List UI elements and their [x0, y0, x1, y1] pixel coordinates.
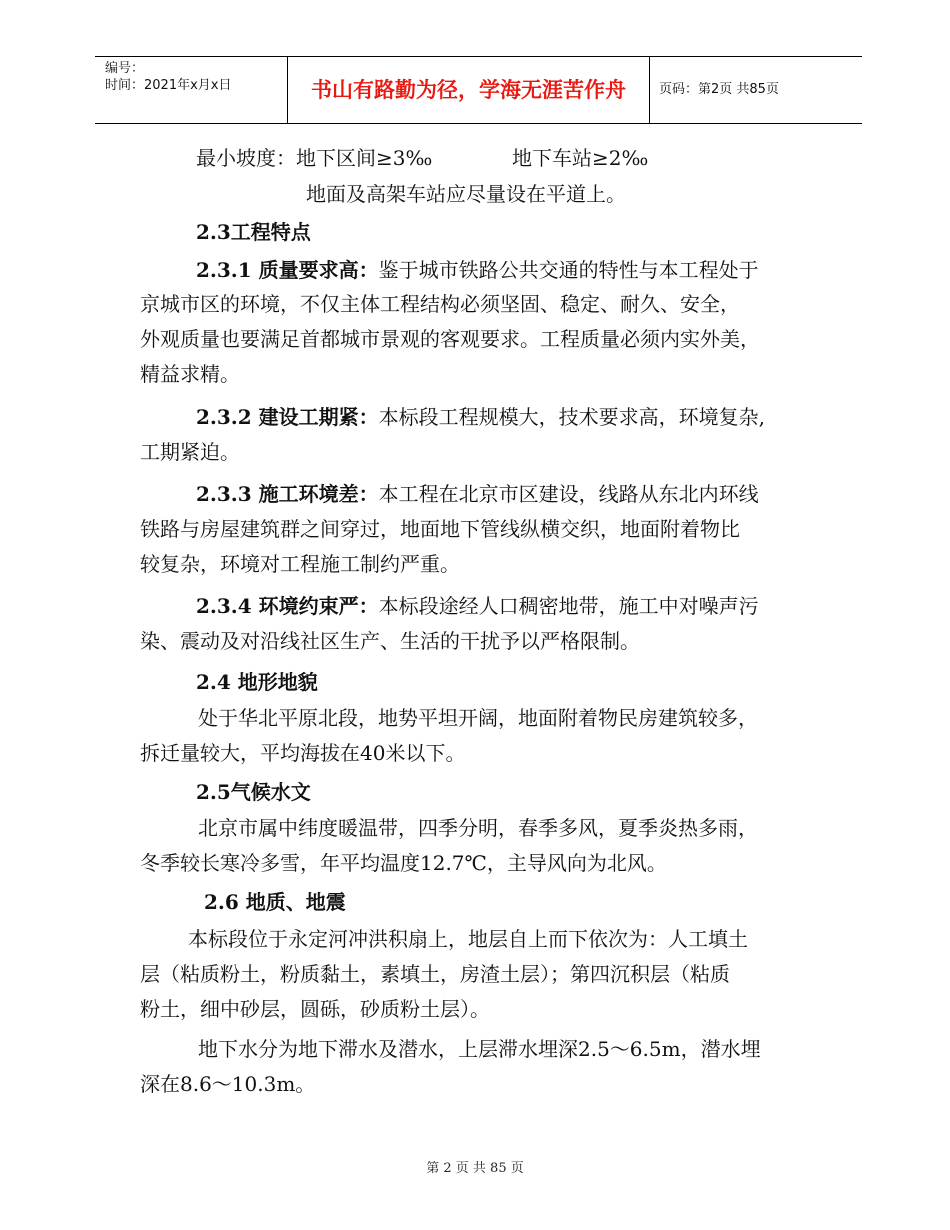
para-line: 本标段途经人口稠密地带，施工中对噪声污 — [378, 594, 759, 618]
para-2-3-4 — [196, 594, 759, 618]
para-line: 较复杂，环境对工程施工制约严重。 — [140, 552, 460, 576]
subheading-2-3-3: 2.3.3 施工环境差： — [196, 482, 379, 506]
header-meta — [95, 57, 287, 123]
time-label: 时间：2021年x月x日 — [105, 78, 232, 93]
para-line: 京城市区的环境，不仅主体工程结构必须坚固、稳定、耐久、安全， — [140, 292, 740, 316]
para-line: 外观质量也要满足首都城市景观的客观要求。工程质量必须内实外美， — [140, 327, 760, 351]
subheading-2-3-1: 2.3.1 质量要求高： — [196, 258, 379, 282]
para-line: 北京市属中纬度暖温带，四季分明，春季多风，夏季炎热多雨， — [198, 816, 758, 840]
slope-underground-section: 最小坡度：地下区间≥3‰ — [196, 146, 433, 170]
para-line: 本标段工程规模大，技术要求高，环境复杂, — [378, 405, 765, 429]
number-label: 编号： — [105, 61, 145, 76]
para-line: 本工程在北京市区建设，线路从东北内环线 — [378, 482, 759, 506]
para-line: 冬季较长寒冷多雪，年平均温度12.7℃，主导风向为北风。 — [140, 851, 667, 875]
heading-2-5: 2.5气候水文 — [196, 780, 311, 804]
para-line: 处于华北平原北段，地势平坦开阔，地面附着物民房建筑较多， — [198, 706, 758, 730]
para-2-3-3 — [196, 482, 759, 506]
para-line: 染、震动及对沿线社区生产、生活的干扰予以严格限制。 — [140, 629, 640, 653]
page-header — [95, 56, 862, 124]
para-line: 拆迁量较大，平均海拔在40米以下。 — [140, 741, 466, 765]
header-page-info: 页码：第2页 共85页 — [659, 82, 779, 97]
para-2-3-1 — [196, 258, 759, 282]
para-line: 深在8.6～10.3m。 — [140, 1072, 316, 1096]
subheading-2-3-2: 2.3.2 建设工期紧： — [196, 405, 379, 429]
para-line: 铁路与房屋建筑群之间穿过，地面地下管线纵横交织，地面附着物比 — [140, 517, 740, 541]
para-line: 工期紧迫。 — [140, 440, 240, 464]
para-line: 鉴于城市铁路公共交通的特性与本工程处于 — [378, 258, 759, 282]
para-line: 层（粘质粉土，粉质黏土，素填土，房渣土层）；第四沉积层（粘质 — [140, 962, 730, 986]
para-line: 地下水分为地下滞水及潜水，上层滞水埋深2.5～6.5m，潜水埋 — [198, 1037, 761, 1061]
page-footer: 第 2 页 共 85 页 — [426, 1161, 524, 1176]
subheading-2-3-4: 2.3.4 环境约束严： — [196, 594, 379, 618]
para-line: 本标段位于永定河冲洪积扇上，地层自上而下依次为：人工填土 — [188, 927, 748, 951]
header-motto: 书山有路勤为径，学海无涯苦作舟 — [287, 57, 650, 123]
slope-underground-station: 地下车站≥2‰ — [512, 146, 649, 170]
para-line: 精益求精。 — [140, 362, 240, 386]
heading-2-6: 2.6 地质、地震 — [204, 890, 346, 914]
para-line: 粉土，细中砂层，圆砾，砂质粉土层）。 — [140, 997, 490, 1021]
para-2-3-2 — [196, 405, 765, 429]
heading-2-4: 2.4 地形地貌 — [196, 670, 318, 694]
slope-surface-station: 地面及高架车站应尽量设在平道上。 — [306, 182, 626, 206]
heading-2-3: 2.3工程特点 — [196, 220, 311, 244]
